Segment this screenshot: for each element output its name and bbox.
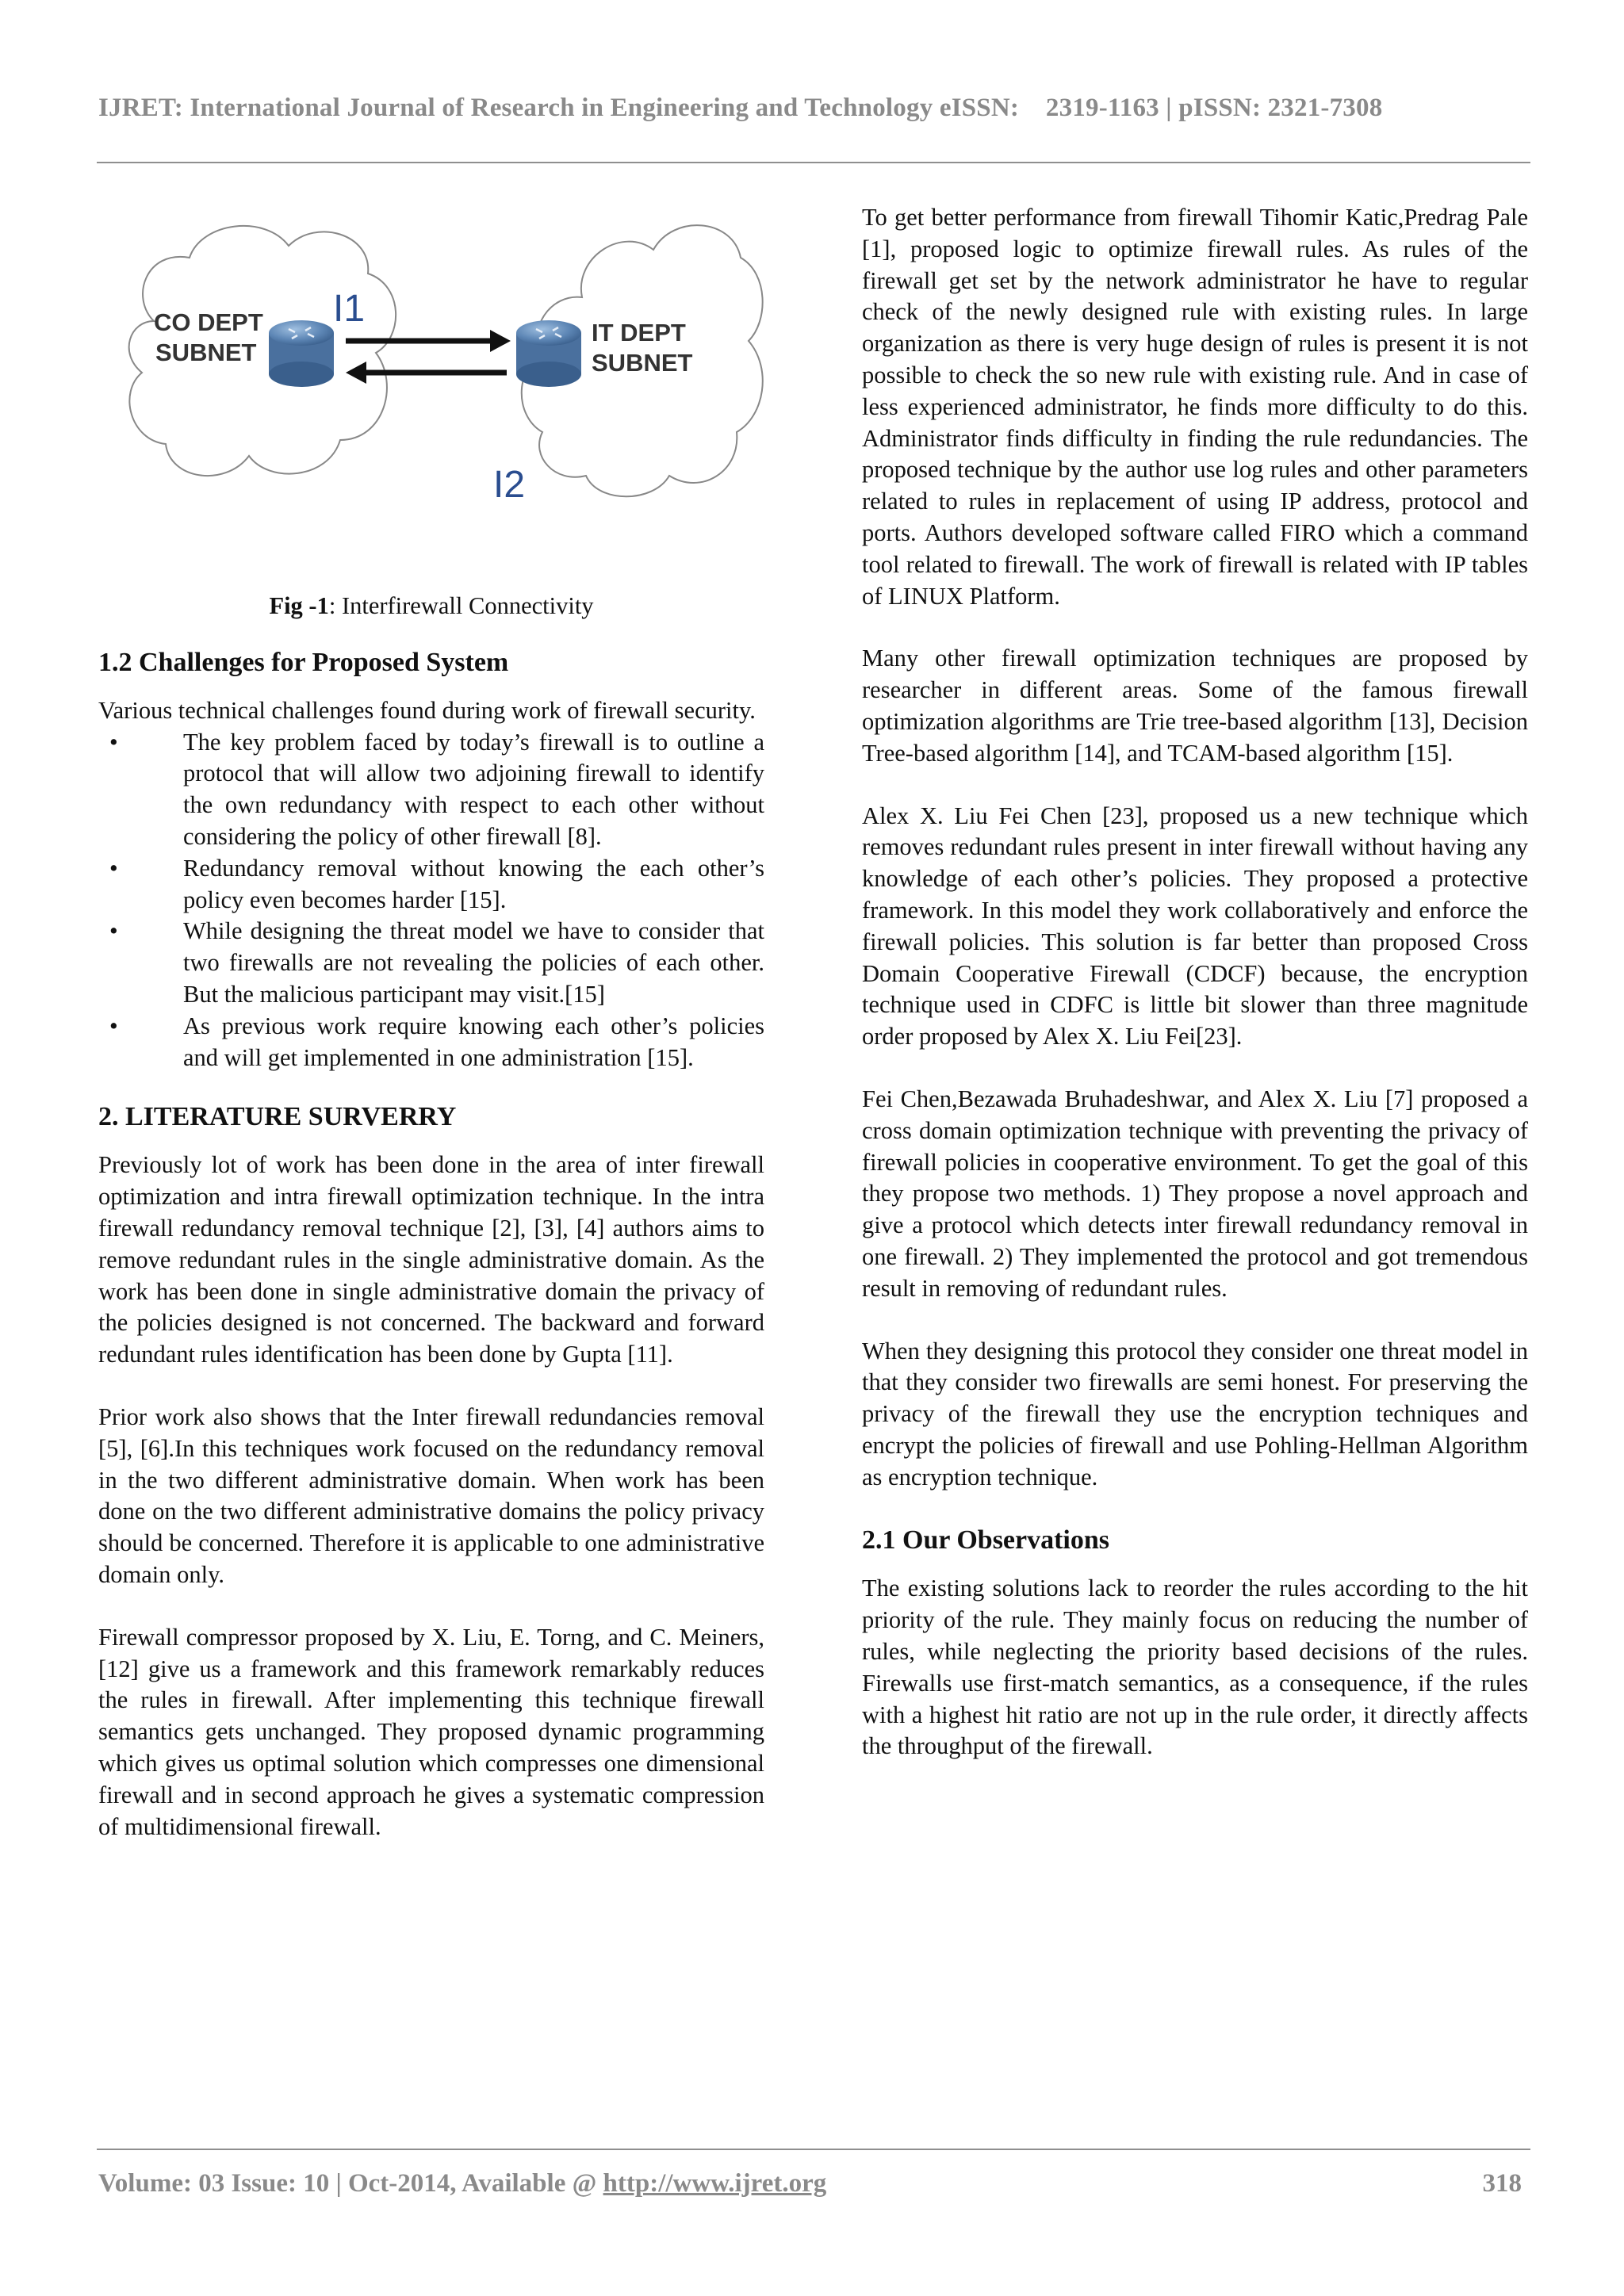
challenge-item: • As previous work require knowing each other’s policies and will get implemented in one administration [15].	[98, 1011, 764, 1074]
figure-interfirewall	[98, 202, 764, 575]
journal-issn: 2319-1163 | pISSN: 2321-7308	[1045, 94, 1383, 122]
journal-header	[98, 94, 1526, 123]
footer-volume: Volume: 03 Issue: 10 | Oct-2014, Available @	[98, 2169, 603, 2198]
interface-label-bottom: I2	[493, 464, 526, 506]
body-paragraph: Fei Chen,Bezawada Bruhadeshwar, and Alex X. Liu [7] proposed a cross domain optimization technique with preventing the privacy of firewall policies in cooperative environment. To get the goal of this they propose two methods. 1) They propose a novel approach and give a protocol which detects inter firewall redundancy removal in one firewall. 2) They implemented the protocol and got tremendous result in removing of redundant rules.	[862, 1085, 1528, 1302]
interface-label-top: I1	[333, 288, 366, 330]
figure-caption	[98, 591, 764, 622]
section-1-2-heading: 1.2 Challenges for Proposed System	[98, 647, 509, 677]
challenge-item: • The key problem faced by today’s firewall is to outline a protocol that will allow two adjoining firewall to identify the own redundancy with respect to each other without considering the policy of other firewall [8].	[98, 727, 764, 853]
challenge-item: • Redundancy removal without knowing the each other’s policy even becomes harder [15].	[98, 853, 764, 916]
page-footer	[98, 2169, 1522, 2198]
left-cloud-label-1: CO DEPT	[154, 308, 263, 336]
footer-url-link[interactable]: http://www.ijret.org	[603, 2169, 827, 2198]
footer-rule	[97, 2149, 1530, 2150]
body-paragraph: Many other firewall optimization techniques are proposed by researcher in different areas. Some of the famous firewall optimization algorithms are Trie tree-based algorithm [13], Decision Tree-based algorithm [14], and TCAM-based algorithm [15].	[862, 645, 1528, 767]
section-2-1-heading: 2.1 Our Observations	[862, 1525, 1110, 1556]
right-cloud-label-2: SUBNET	[592, 349, 693, 377]
left-cloud-label-2: SUBNET	[155, 339, 257, 366]
left-column	[98, 202, 764, 1873]
figure-caption-label: Fig -1	[269, 592, 329, 619]
page-number: 318	[1482, 2169, 1522, 2198]
header-rule	[97, 162, 1530, 163]
body-paragraph: When they designing this protocol they consider one threat model in that they consider two firewalls are semi honest. For preserving the privacy of the firewall they use the encryption techniques and encrypt the policies of firewall and use Pohling-Hellman Algorithm as encryption technique.	[862, 1337, 1528, 1490]
figure-caption-text: : Interfirewall Connectivity	[328, 592, 594, 619]
literature-paragraph: Firewall compressor proposed by X. Liu, E. Torng, and C. Meiners, [12] give us a framework and this framework remarkably reduces the rules in firewall. After implementing this technique firewall semantics gets unchanged. They proposed dynamic programming which gives us optimal solution which compresses one dimensional firewall and in second approach he gives a systematic compression of multidimensional firewall.	[98, 1623, 764, 1840]
body-paragraph: Alex X. Liu Fei Chen [23], proposed us a new technique which removes redundant rules present in inter firewall without having any knowledge of each other’s policies. They proposed a protective framework. In this model they work collaboratively and enforce the firewall policies. This solution is far better than proposed Cross Domain Cooperative Firewall (CDCF) because, the encryption technique used in CDFC is little bit slower than three magnitude order proposed by Alex X. Liu Fei[23].	[862, 802, 1528, 1050]
observations-paragraph: The existing solutions lack to reorder the rules according to the hit priority of the rule. They mainly focus on reducing the number of rules, while neglecting the priority based decisions of the rules. Firewalls use first-match semantics, as a consequence, if the rules with a highest hit ratio are not up in the rule order, it directly affects the throughput of the firewall.	[862, 1575, 1528, 1760]
literature-paragraph: Previously lot of work has been done in the area of inter firewall optimization and intra firewall optimization technique. In the intra firewall redundancy removal technique [2], [3], [4] authors aims to remove redundant rules in the single administrative domain. As the work has been done in single administrative domain the privacy of the policies designed is not concerned. The backward and forward redundant rules identification has been done by Gupta [11].	[98, 1151, 764, 1368]
router-right-icon	[516, 320, 581, 387]
figure-diagram	[98, 202, 764, 575]
body-paragraph: To get better performance from firewall Tihomir Katic,Predrag Pale [1], proposed logic to optimize firewall rules. As rules of the firewall get set by the network administrator he have to regular check of the newly designed rule with existing rules. In large organization as there is very huge design of rules is present it is not possible to check the so new rule with existing rule. And in case of less experienced administrator, he finds more difficulty to do this. Administrator finds difficulty in finding the rule redundancies. The proposed technique by the author use log rules and other parameters related to rules in replacement of using IP address, protocol and ports. Authors developed software called FIRO which a command tool related to firewall. The work of firewall is related with IP tables of LINUX Platform.	[862, 204, 1528, 610]
journal-title: IJRET: International Journal of Research in Engineering and Technology eISSN:	[98, 94, 1020, 122]
right-column	[862, 202, 1528, 1793]
section-2-heading: 2. LITERATURE SURVERRY	[98, 1102, 457, 1132]
router-left-icon	[269, 320, 334, 387]
literature-paragraph: Prior work also shows that the Inter firewall redundancies removal [5], [6].In this techniques work focused on the redundancy removal in the two different administrative domain. When work has been done on the two different administrative domains the policy privacy should be concerned. Therefore it is applicable to one administrative domain only.	[98, 1402, 764, 1588]
challenges-intro: Various technical challenges found during work of firewall security.	[98, 696, 756, 724]
right-cloud-label-1: IT DEPT	[592, 319, 686, 346]
challenges-list	[98, 727, 764, 1074]
challenge-item: • While designing the threat model we have to consider that two firewalls are not revealing the policies of each other. But the malicious participant may visit.[15]	[98, 916, 764, 1010]
